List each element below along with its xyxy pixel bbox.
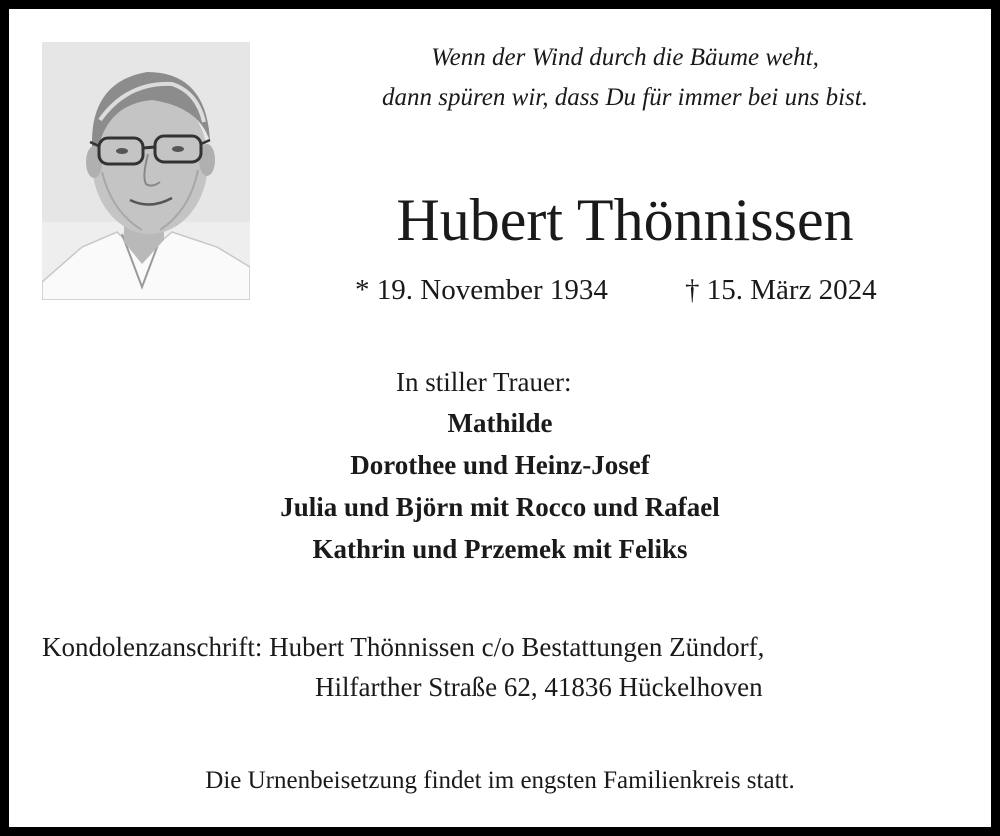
mourner-line: Mathilde <box>447 408 553 438</box>
mourner-line: Dorothee und Heinz-Josef <box>350 450 650 480</box>
quote-line-2: dann spüren wir, dass Du für immer bei uns bist. <box>382 84 868 111</box>
death-date: † 15. März 2024 <box>685 274 877 306</box>
condolence-address-line-2: Hilfarther Straße 62, 41836 Hückelhoven <box>315 672 763 702</box>
burial-note: Die Urnenbeisetzung findet im engsten Familienkreis statt. <box>205 767 795 794</box>
deceased-name: Hubert Thönnissen <box>396 187 854 253</box>
condolence-address-line-1: Kondolenzanschrift: Hubert Thönnissen c/o Bestattungen Zündorf, <box>42 632 765 662</box>
quote-line-1: Wenn der Wind durch die Bäume weht, <box>431 44 819 71</box>
mourner-line: Kathrin und Przemek mit Feliks <box>312 534 688 564</box>
birth-date: * 19. November 1934 <box>355 274 608 306</box>
mourning-intro: In stiller Trauer: <box>396 367 572 397</box>
portrait-photo <box>42 42 250 300</box>
memorial-quote <box>300 38 950 118</box>
mourner-line: Julia und Björn mit Rocco und Rafael <box>280 492 720 522</box>
mourners-list <box>100 402 900 570</box>
